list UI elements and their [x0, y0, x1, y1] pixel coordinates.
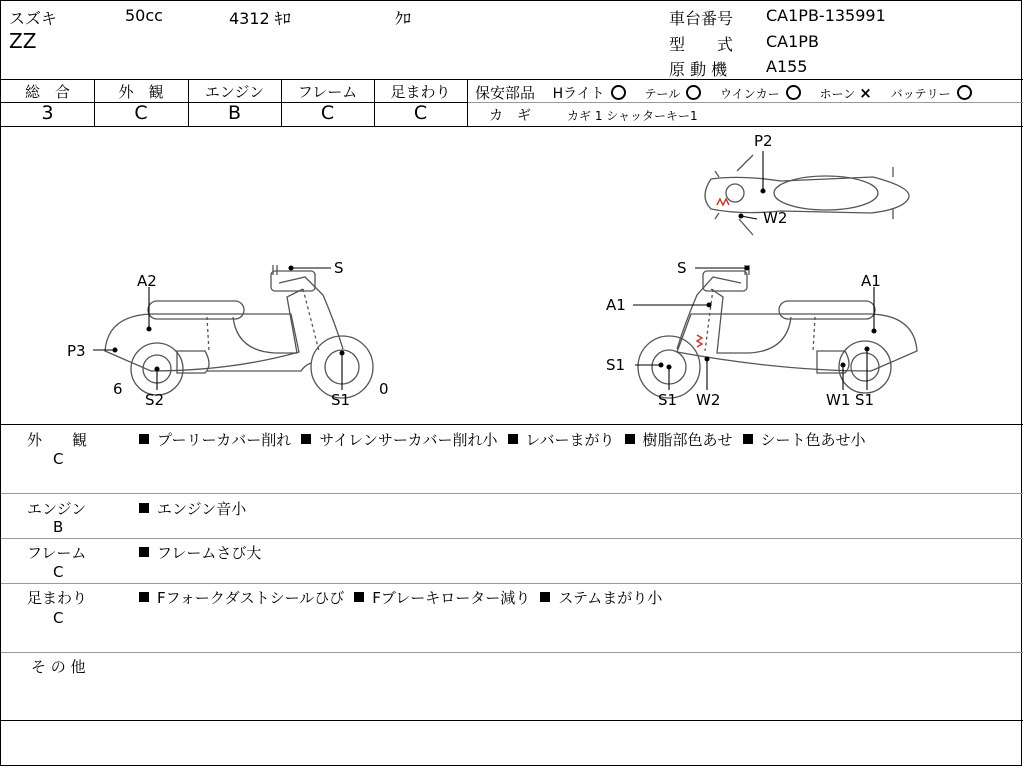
notes-frame-label: フレーム	[27, 544, 87, 562]
bullet-square-icon	[743, 434, 753, 444]
winker-label: ウインカー	[720, 87, 780, 101]
notes-engine-label: エンジン	[27, 500, 87, 518]
label-p3: P3	[67, 342, 86, 360]
label-s1-rear: S1	[855, 391, 875, 409]
horn-label: ホーン	[819, 87, 856, 101]
frame-grade: C	[320, 102, 335, 124]
engine-model-label: 原 動 機	[669, 60, 728, 79]
type-value: CA1PB	[766, 32, 819, 51]
divider	[1, 79, 1023, 80]
label-p2: P2	[754, 132, 773, 150]
note-item: フレームさび大	[157, 544, 262, 562]
label-s2: S2	[145, 391, 165, 409]
divider	[1, 493, 1023, 494]
divider	[1, 652, 1023, 653]
engine-model-value: A155	[766, 57, 808, 76]
label-s1-right: S1	[658, 391, 678, 409]
divider	[1, 720, 1023, 721]
bullet-square-icon	[139, 547, 149, 557]
ok-circle-icon	[611, 85, 626, 100]
bullet-square-icon	[354, 592, 364, 602]
damage-mark-top	[717, 199, 729, 205]
engine-grade: B	[227, 102, 242, 124]
bullet-square-icon	[540, 592, 550, 602]
label-a1-rear: A1	[861, 272, 881, 290]
exterior-label: 外 観	[118, 83, 164, 101]
body-color: ｸﾛ	[395, 9, 412, 28]
ok-circle-icon	[957, 85, 972, 100]
bullet-square-icon	[625, 434, 635, 444]
note-item: Fブレーキローター減り	[372, 589, 531, 607]
scooter-diagram	[1, 127, 1023, 424]
ng-cross-icon: ×	[859, 84, 872, 102]
note-item: プーリーカバー削れ	[157, 431, 292, 449]
label-a2: A2	[137, 272, 157, 290]
notes-exterior-label: 外 観	[27, 431, 88, 449]
top-view	[705, 155, 909, 235]
suspension-grade: C	[413, 102, 428, 124]
type-label: 型 式	[669, 35, 734, 54]
label-a1-front: A1	[606, 296, 626, 314]
damage-mark-right	[697, 335, 702, 347]
bullet-square-icon	[139, 434, 149, 444]
frame-label: フレーム	[297, 83, 358, 101]
divider	[467, 79, 468, 126]
note-item: シート色あせ小	[760, 431, 866, 449]
label-w2-right: W2	[696, 391, 721, 409]
engine-label: エンジン	[204, 83, 265, 101]
notes-frame-grade: C	[53, 563, 64, 581]
suspension-label: 足まわり	[390, 83, 451, 101]
note-item: レバーまがり	[525, 431, 615, 449]
safety-parts-row	[475, 82, 972, 103]
exterior-grade: C	[134, 102, 148, 124]
note-item: サイレンサーカバー削れ小	[319, 431, 498, 449]
label-0: 0	[379, 380, 389, 398]
overall-grade: 3	[41, 102, 54, 124]
bullet-square-icon	[301, 434, 311, 444]
label-s: S	[334, 259, 344, 277]
notes-exterior-grade: C	[53, 450, 64, 468]
key-value: カギ 1 シャッターキー1	[567, 109, 698, 123]
key-label: カ ギ	[489, 108, 531, 124]
divider	[1, 424, 1023, 425]
notes-suspension-grade: C	[53, 609, 64, 627]
label-s1-front: S1	[606, 356, 626, 374]
frame-no-label: 車台番号	[669, 9, 734, 28]
label-s-right: S	[677, 259, 687, 277]
overall-label: 総 合	[24, 83, 70, 101]
battery-label: バッテリー	[890, 87, 951, 101]
label-w1: W1	[826, 391, 851, 409]
displacement: 50cc	[125, 6, 163, 25]
mileage: 4312 ｷﾛ	[229, 9, 291, 28]
maker: スズキ	[9, 9, 58, 28]
divider	[1, 538, 1023, 539]
ok-circle-icon	[786, 85, 801, 100]
headlight-label: Hライト	[552, 86, 605, 102]
note-item: ステムまがり小	[558, 589, 663, 607]
frame-no: CA1PB-135991	[766, 6, 886, 25]
notes-engine-items	[139, 498, 246, 519]
bullet-square-icon	[508, 434, 518, 444]
safety-label: 保安部品	[475, 84, 536, 102]
label-6: 6	[113, 380, 123, 398]
bullet-square-icon	[139, 503, 149, 513]
notes-frame-items	[139, 542, 261, 563]
notes-other-label: そ の 他	[31, 658, 86, 676]
notes-engine-grade: B	[53, 518, 64, 536]
note-item: エンジン音小	[157, 500, 247, 518]
label-s1: S1	[331, 391, 351, 409]
bullet-square-icon	[139, 592, 149, 602]
model-name: ZZ	[9, 29, 37, 53]
tail-label: テール	[644, 87, 681, 101]
notes-suspension-label: 足まわり	[27, 589, 88, 607]
notes-exterior-items	[139, 429, 866, 450]
note-item: Fフォークダストシールひび	[157, 589, 345, 607]
ok-circle-icon	[686, 85, 701, 100]
notes-suspension-items	[139, 587, 662, 608]
divider	[1, 583, 1023, 584]
label-w2-top: W2	[763, 209, 788, 227]
note-item: 樹脂部色あせ	[642, 431, 733, 449]
